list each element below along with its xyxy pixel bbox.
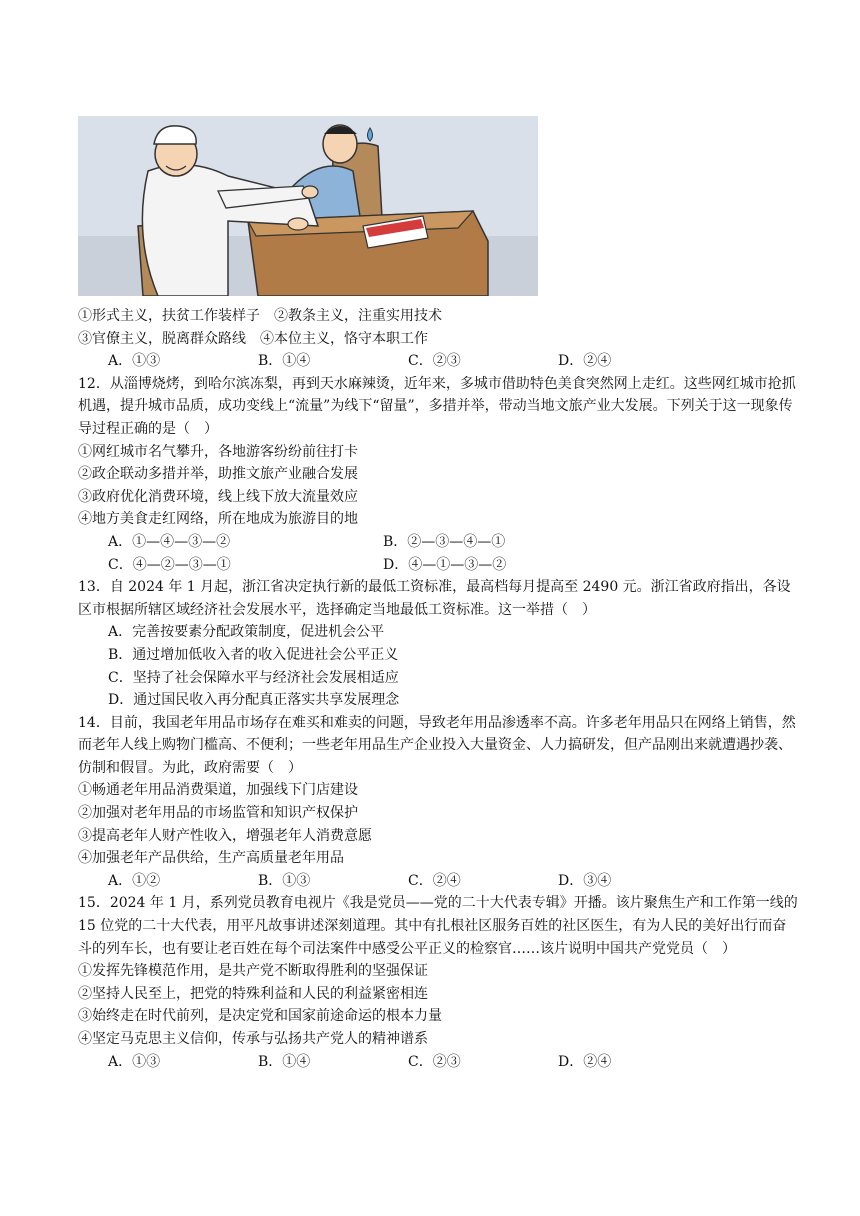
q13-option-c[interactable]: C．坚持了社会保障水平与经济社会发展相适应: [108, 669, 399, 686]
q14-statement-2: ②加强对老年用品的市场监管和知识产权保护: [78, 805, 358, 822]
question-content: [78, 305, 798, 1073]
q11-option-d[interactable]: D．②④: [558, 353, 612, 370]
q15-options: [78, 1051, 798, 1074]
q13-stem: 13．自 2024 年 1 月起，浙江省决定执行新的最低工资标准，最高档每月提高至 2490 元。浙江省政府指出，各设区市根据所辖区域经济社会发展水平，选择确定当地最低工资标准。这一举措（ ）: [78, 579, 791, 618]
q11-option-b[interactable]: B．①④: [258, 353, 311, 370]
q12-statement-3: ③政府优化消费环境，线上线下放大流量效应: [78, 488, 358, 505]
q15-statement-2: ②坚持人民至上，把党的特殊利益和人民的利益紧密相连: [78, 985, 428, 1002]
q11-option-c[interactable]: C．②③: [408, 353, 461, 370]
q14-statement-1: ①畅通老年用品消费渠道，加强线下门店建设: [78, 782, 358, 799]
q12-option-d[interactable]: D．④—①—③—②: [383, 556, 507, 573]
q12-stem: 12．从淄博烧烤，到哈尔滨冻梨，再到天水麻辣烫，近年来，多城市借助特色美食突然网上走红。这些网红城市抢抓机遇，提升城市品质，成功变线上“流量”为线下“留量”，多措并举，带动当地文旅产业大发展。下列关于这一现象传导过程正确的是（ ）: [78, 375, 796, 437]
cartoon-doctor-examining-patient-icon: [78, 116, 538, 296]
q14-option-c[interactable]: C．②④: [408, 872, 461, 889]
q12-statement-1: ①网红城市名气攀升，各地游客纷纷前往打卡: [78, 443, 358, 460]
q15-option-b[interactable]: B．①④: [258, 1053, 311, 1070]
q14-options: [78, 870, 798, 893]
q12-option-a[interactable]: A．①—④—③—②: [108, 533, 231, 550]
q11-statement-2: ③官僚主义，脱离群众路线 ④本位主义，恪守本职工作: [78, 330, 428, 347]
q13-option-d[interactable]: D．通过国民收入再分配真正落实共享发展理念: [108, 692, 400, 709]
q12-option-c[interactable]: C．④—②—③—①: [108, 556, 231, 573]
q15-option-a[interactable]: A．①③: [108, 1053, 161, 1070]
q14-option-b[interactable]: B．①③: [258, 872, 311, 889]
q14-stem: 14．目前，我国老年用品市场存在难买和难卖的问题，导致老年用品渗透率不高。许多老年用品只在网络上销售，然而老年人线上购物门槛高、不便利；一些老年用品生产企业投入大量资金、人力搞研发，但产品刚出来就遭遇抄袭、仿制和假冒。为此，政府需要（ ）: [78, 714, 796, 776]
q15-statement-3: ③始终走在时代前列，是决定党和国家前途命运的根本力量: [78, 1008, 442, 1025]
q15-statement-1: ①发挥先锋模范作用，是共产党不断取得胜利的坚强保证: [78, 963, 428, 980]
q15-statement-4: ④坚定马克思主义信仰，传承与弘扬共产党人的精神谱系: [78, 1031, 428, 1047]
q11-options: [78, 350, 798, 373]
q13-option-b[interactable]: B．通过增加低收入者的收入促进社会公平正义: [108, 646, 399, 663]
q11-option-a[interactable]: A．①③: [108, 353, 161, 370]
q14-option-a[interactable]: A．①②: [108, 872, 161, 889]
q11-statement-1: ①形式主义，扶贫工作装样子 ②教条主义，注重实用技术: [78, 308, 442, 324]
q12-statement-4: ④地方美食走红网络，所在地成为旅游目的地: [78, 511, 358, 528]
q12-statement-2: ②政企联动多措并举，助推文旅产业融合发展: [78, 466, 358, 483]
q12-options-row-1: [78, 531, 798, 554]
q14-option-d[interactable]: D．③④: [558, 872, 612, 889]
q14-statement-3: ③提高老年人财产性收入，增强老年人消费意愿: [78, 827, 372, 844]
q15-option-c[interactable]: C．②③: [408, 1053, 461, 1070]
q13-option-a[interactable]: A．完善按要素分配政策制度，促进机会公平: [108, 624, 385, 641]
q15-option-d[interactable]: D．②④: [558, 1053, 612, 1070]
q14-statement-4: ④加强老年产品供给，生产高质量老年用品: [78, 850, 344, 867]
q12-options-row-2: [78, 554, 798, 577]
q12-option-b[interactable]: B．②—③—④—①: [383, 533, 506, 550]
q15-stem: 15．2024 年 1 月，系列党员教育电视片《我是党员——党的二十大代表专辑》开播。该片聚焦生产和工作第一线的 15 位党的二十大代表，用平凡故事讲述深刻道理。其中有扎根社区服务百姓的社区医生，有为人民的美好出行而奋斗的列车长，也有要让老百姓在每个司法案件中感受公平正义的检察官……该片说明中国共产党党员（ ）: [78, 895, 798, 957]
